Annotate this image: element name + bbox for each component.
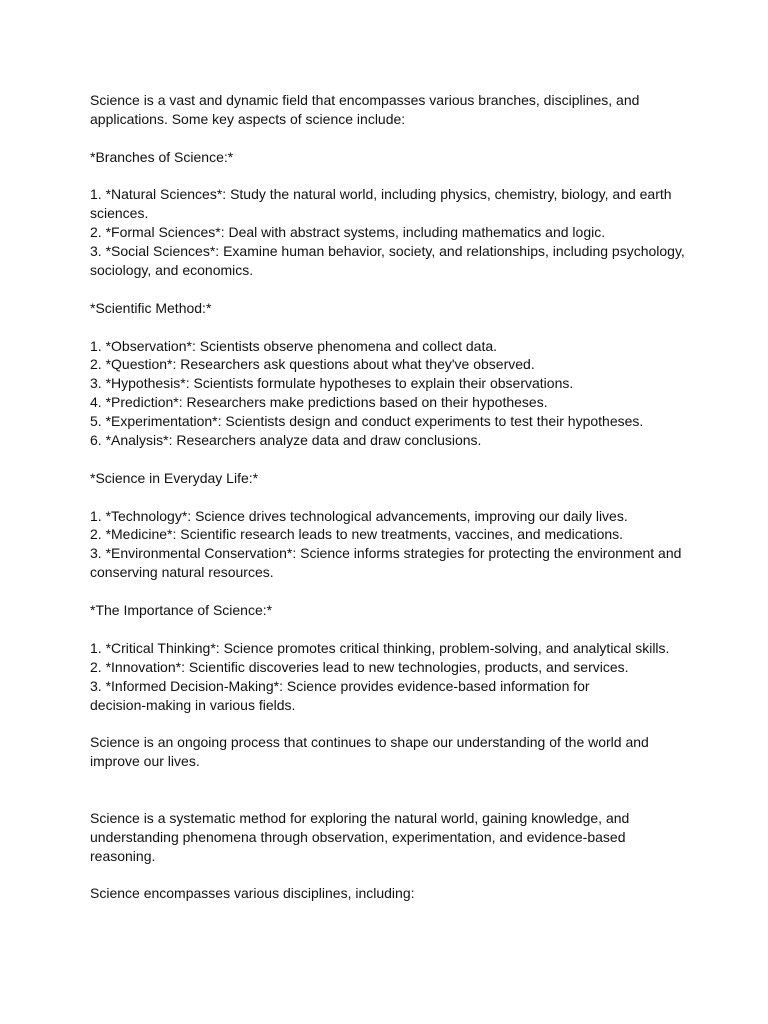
branches-list [90,185,690,279]
list-item: 1. *Observation*: Scientists observe phenomena and collect data. [90,337,498,354]
section-heading-importance: *The Importance of Science:* [90,602,273,619]
list-item: sciences. [90,205,149,222]
closing-paragraph [90,733,690,771]
text-line: Science is a vast and dynamic field that encompasses various branches, disciplines, and [90,92,640,108]
section-heading-branches: *Branches of Science:* [90,148,234,165]
list-item: 5. *Experimentation*: Scientists design and conduct experiments to test their hypotheses. [90,413,644,430]
list-item: 3. *Hypothesis*: Scientists formulate hypotheses to explain their observations. [90,375,574,392]
text-line: improve our lives. [90,753,200,770]
method-list [90,337,690,450]
list-item: 3. *Social Sciences*: Examine human behavior, society, and relationships, including psychology, [90,243,685,260]
intro-paragraph [90,91,690,129]
list-item: 2. *Question*: Researchers ask questions about what they've observed. [90,356,535,373]
list-item: decision-making in various fields. [90,696,296,713]
list-item: 2. *Formal Sciences*: Deal with abstract systems, including mathematics and logic. [90,224,606,241]
list-item: 2. *Medicine*: Scientific research leads to new treatments, vaccines, and medications. [90,526,624,543]
list-item: 1. *Natural Sciences*: Study the natural world, including physics, chemistry, biology, and earth [90,186,672,203]
list-item: sociology, and economics. [90,262,254,279]
everyday-list [90,507,690,583]
document-page [90,91,690,903]
definition-paragraph [90,809,690,866]
text-line: Science encompasses various disciplines, including: [90,885,415,902]
list-item: 6. *Analysis*: Researchers analyze data and draw conclusions. [90,432,482,449]
list-item: 4. *Prediction*: Researchers make predictions based on their hypotheses. [90,394,548,411]
list-item: 3. *Environmental Conservation*: Science informs strategies for protecting the environment and [90,545,682,562]
section-heading-method: *Scientific Method:* [90,299,212,316]
list-item: 1. *Critical Thinking*: Science promotes critical thinking, problem-solving, and analytical skills. [90,639,670,656]
importance-list [90,639,690,715]
text-line: applications. Some key aspects of science include: [90,110,406,127]
section-heading-everyday: *Science in Everyday Life:* [90,469,259,486]
list-item: 1. *Technology*: Science drives technological advancements, improving our daily lives. [90,507,628,524]
text-line: understanding phenomena through observation, experimentation, and evidence-based [90,828,626,845]
list-item: 2. *Innovation*: Scientific discoveries lead to new technologies, products, and services. [90,658,629,675]
text-line: Science is a systematic method for exploring the natural world, gaining knowledge, and [90,809,630,826]
text-line: reasoning. [90,847,156,864]
list-item: 3. *Informed Decision-Making*: Science provides evidence-based information for [90,677,590,694]
text-line: Science is an ongoing process that continues to shape our understanding of the world and [90,734,649,751]
list-item: conserving natural resources. [90,564,274,581]
disciplines-paragraph [90,884,690,903]
